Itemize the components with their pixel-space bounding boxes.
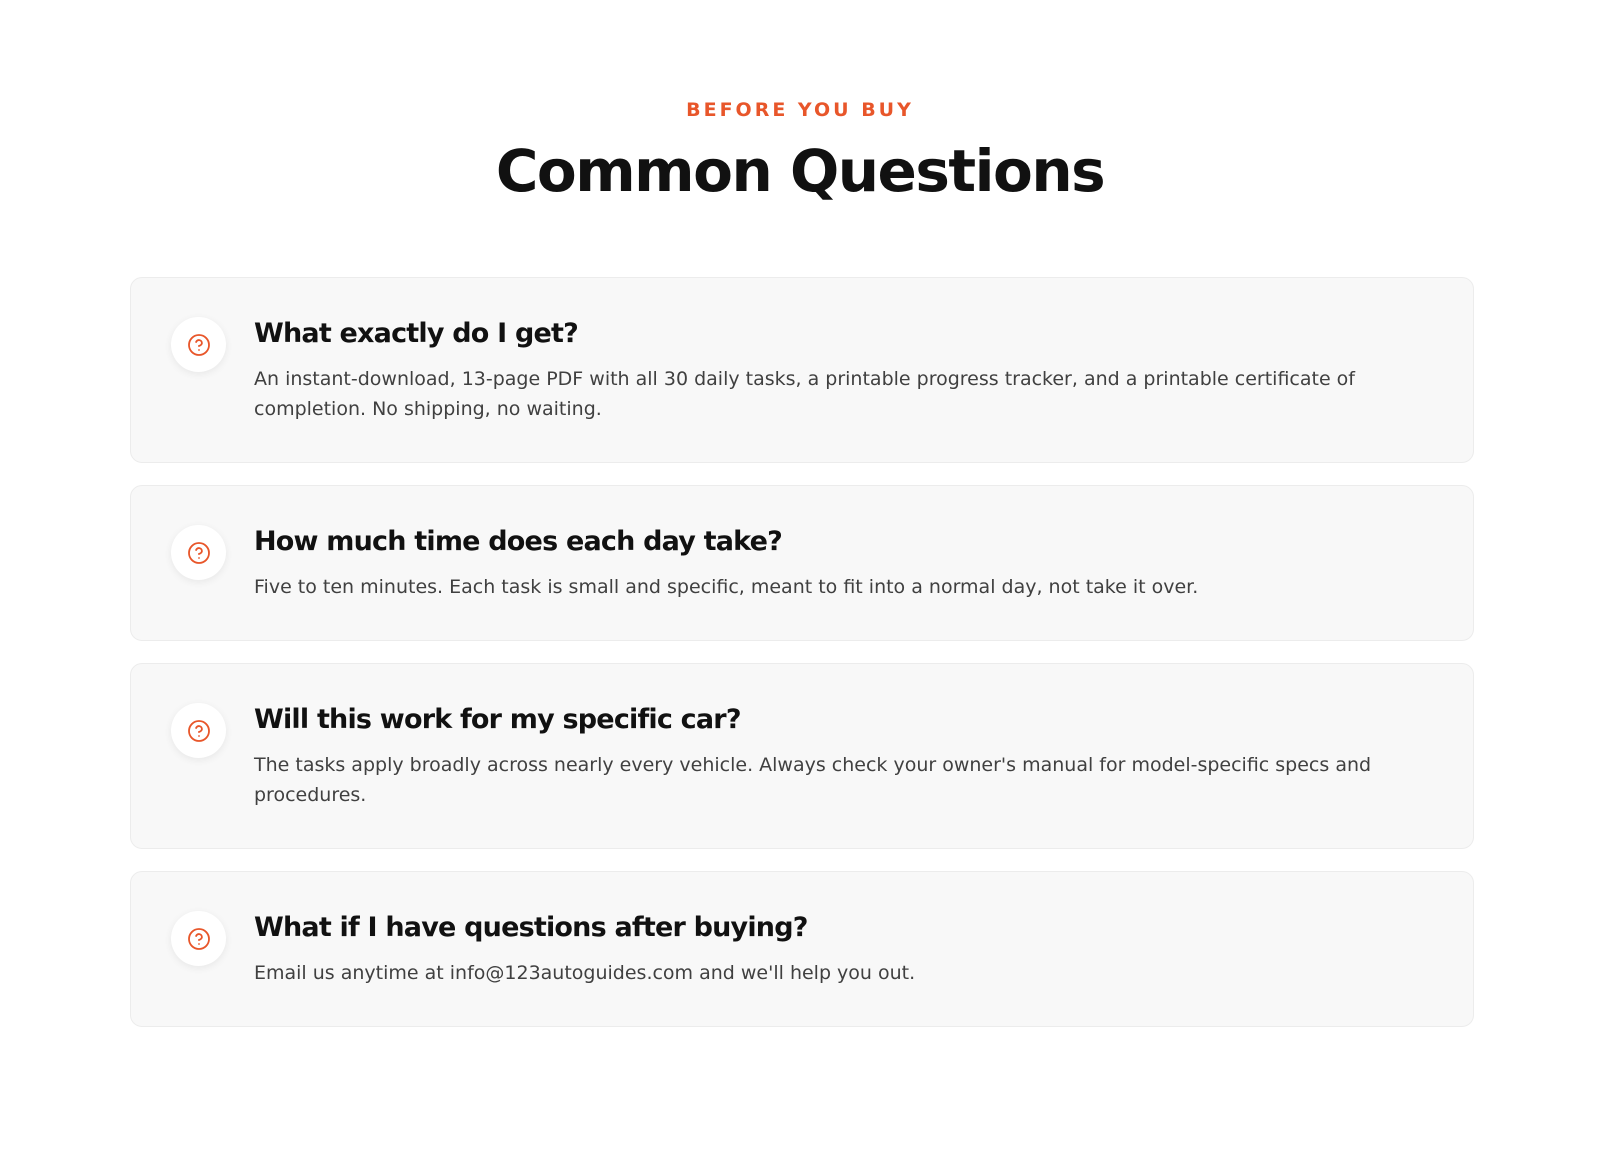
- question-circle-icon: [171, 911, 226, 966]
- question-circle-icon: [171, 317, 226, 372]
- faq-question: What if I have questions after buying?: [254, 912, 808, 943]
- faq-answer: Email us anytime at info@123autoguides.com and we'll help you out.: [254, 962, 916, 984]
- faq-answer: An instant-download, 13-page PDF with all 30 daily tasks, a printable progress tracker, and a printable certificate of completion. No shipping, no waiting.: [254, 368, 1355, 420]
- question-circle-icon: [171, 703, 226, 758]
- page-title: Common Questions: [495, 137, 1105, 205]
- question-circle-icon: [171, 525, 226, 580]
- faq-answer: Five to ten minutes. Each task is small and specific, meant to fit into a normal day, not take it over.: [254, 576, 1199, 598]
- faq-answer: The tasks apply broadly across nearly every vehicle. Always check your owner's manual for model-specific specs and procedures.: [254, 754, 1372, 806]
- faq-list: [130, 277, 1474, 1049]
- faq-item-questions-after-buying: [130, 871, 1474, 1027]
- faq-question: What exactly do I get?: [254, 318, 578, 349]
- faq-item-time-per-day: [130, 485, 1474, 641]
- faq-question: Will this work for my specific car?: [254, 704, 741, 735]
- faq-item-specific-car: [130, 663, 1474, 849]
- eyebrow-label: BEFORE YOU BUY: [686, 99, 914, 121]
- faq-item-what-do-i-get: [130, 277, 1474, 463]
- faq-question: How much time does each day take?: [254, 526, 782, 557]
